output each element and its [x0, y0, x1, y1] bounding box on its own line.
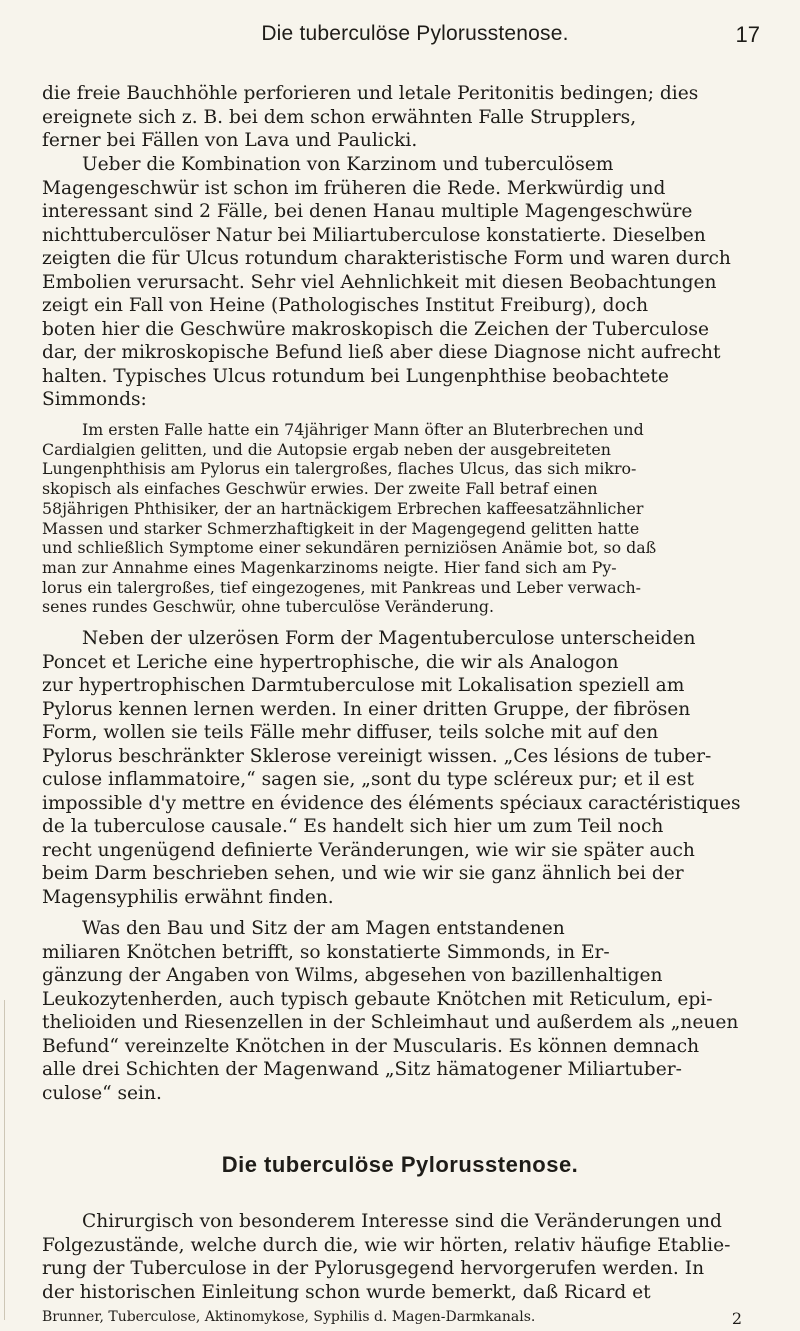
paragraph-hypertrophic	[42, 627, 758, 909]
text-line: Pylorus beschränkter Sklerose vereinigt wissen. „Ces lésions de tuber-	[42, 745, 712, 767]
text-line: thelioiden und Riesenzellen in der Schleimhaut und außerdem als „neuen	[42, 1012, 739, 1033]
text-line: beim Darm beschrieben sehen, und wie wir sie ganz ähnlich bei der	[42, 863, 684, 884]
text-line: rung der Tuberculose in der Pylorusgegend hervorgerufen werden. In	[42, 1258, 705, 1279]
text-line: Chirurgisch von besonderem Interesse sind die Veränderungen und	[82, 1211, 722, 1232]
text-line: man zur Annahme eines Magenkarzinoms neigte. Hier fand sich am Py-	[42, 557, 617, 577]
text-line: Folgezustände, welche durch die, wie wir hörten, relativ häufige Etablie-	[42, 1234, 731, 1256]
text-line: senes rundes Geschwür, ohne tuberculöse Veränderung.	[42, 597, 495, 617]
text-line: nichttuberculöser Natur bei Miliartuberculose konstatierte. Dieselben	[42, 224, 706, 246]
text-line: Im ersten Falle hatte ein 74jähriger Mann öfter an Bluterbrechen und	[82, 420, 644, 439]
text-line: Ueber die Kombination von Karzinom und tuberculösem	[82, 154, 614, 175]
text-line: Simmonds:	[42, 389, 147, 410]
text-line: ereignete sich z. B. bei dem schon erwähnten Falle Strupplers,	[42, 106, 637, 128]
text-line: Leukozytenherden, auch typisch gebaute Knötchen mit Reticulum, epi-	[42, 988, 713, 1010]
text-line: Befund“ vereinzelte Knötchen in der Muscularis. Es können demnach	[42, 1035, 700, 1057]
text-line: und schließlich Symptome einer sekundären perniziösen Anämie bot, so daß	[42, 538, 657, 558]
text-line: Massen und starker Schmerzhaftigkeit in der Magengegend gelitten hatte	[42, 518, 640, 538]
running-title: Die tuberculöse Pylorusstenose.	[261, 22, 569, 45]
text-line: ferner bei Fällen von Lava und Paulicki.	[42, 130, 418, 151]
text-line: Embolien verursacht. Sehr viel Aehnlichkeit mit diesen Beobachtungen	[42, 271, 717, 293]
footer-citation: Brunner, Tuberculose, Aktinomykose, Syphilis d. Magen-Darmkanals.	[42, 1309, 536, 1325]
text-line: Magengeschwür ist schon im früheren die Rede. Merkwürdig und	[42, 177, 666, 199]
text-line: Form, wollen sie teils Fälle mehr diffuser, teils solche mit auf den	[42, 722, 659, 743]
text-line: zeigten die für Ulcus rotundum charakteristische Form und waren durch	[42, 248, 731, 269]
text-line: dar, der mikroskopische Befund ließ aber diese Diagnose nicht aufrecht	[42, 342, 721, 363]
text-line: boten hier die Geschwüre makroskopisch die Zeichen der Tuberculose	[42, 318, 710, 340]
text-line: Cardialgien gelitten, und die Autopsie ergab neben der ausgebreiteten	[42, 439, 611, 459]
text-line: lorus ein talergroßes, tief eingezogenes, mit Pankreas und Leber verwach-	[42, 577, 641, 597]
text-line: miliaren Knötchen betrifft, so konstatierte Simmonds, in Er-	[42, 941, 610, 963]
text-line: Lungenphthisis am Pylorus ein talergroßes, flaches Ulcus, das sich mikro-	[42, 459, 637, 479]
text-line: Was den Bau und Sitz der am Magen entstandenen	[82, 918, 565, 939]
paragraph-carcinoma	[42, 153, 758, 412]
text-line: interessant sind 2 Fälle, bei denen Hanau multiple Magengeschwüre	[42, 201, 693, 222]
text-line: gänzung der Angaben von Wilms, abgesehen von bazillenhaltigen	[42, 965, 663, 986]
text-line: Neben der ulzerösen Form der Magentuberculose unterscheiden	[82, 628, 696, 649]
paragraph-surgical	[42, 1210, 758, 1304]
text-line: culose inflammatoire,“ sagen sie, „sont du type scléreux pur; et il est	[42, 769, 694, 790]
text-line: zeigt ein Fall von Heine (Pathologisches Institut Freiburg), doch	[42, 295, 649, 316]
binding-edge	[4, 1000, 5, 1320]
text-line: skopisch als einfaches Geschwür erwies. Der zweite Fall betraf einen	[42, 479, 598, 499]
text-line: culose“ sein.	[42, 1082, 162, 1104]
text-line: Magensyphilis erwähnt finden.	[42, 886, 334, 908]
text-line: der historischen Einleitung schon wurde bemerkt, daß Ricard et	[42, 1281, 651, 1303]
text-line: Pylorus kennen lernen werden. In einer dritten Gruppe, der fibrösen	[42, 698, 691, 720]
text-line: Poncet et Leriche eine hypertrophische, die wir als Analogon	[42, 651, 619, 673]
paragraph-miliary-nodules	[42, 917, 758, 1105]
text-line: recht ungenügend definierte Veränderungen, wie wir sie später auch	[42, 839, 695, 861]
text-line: de la tuberculose causale.“ Es handelt sich hier um zum Teil noch	[42, 816, 664, 837]
text-line: alle drei Schichten der Magenwand „Sitz hämatogener Miliartuber-	[42, 1059, 682, 1080]
small-print-cases	[42, 420, 758, 617]
page-number: 17	[735, 22, 760, 47]
sheet-signature: 2	[731, 1309, 742, 1328]
text-line: 58jährigen Phthisiker, der an hartnäckigem Erbrechen kaffeesatzähnlicher	[42, 498, 644, 518]
running-header	[70, 22, 760, 52]
intro-paragraph	[42, 82, 758, 153]
text-line: halten. Typisches Ulcus rotundum bei Lungenphthise beobachtete	[42, 365, 669, 387]
text-line: die freie Bauchhöhle perforieren und letale Peritonitis bedingen; dies	[42, 83, 699, 104]
section-heading: Die tuberculöse Pylorusstenose.	[221, 1152, 579, 1177]
text-line: impossible d'y mettre en évidence des éléments spéciaux caractéristiques	[42, 792, 741, 814]
text-line: zur hypertrophischen Darmtuberculose mit Lokalisation speziell am	[42, 675, 685, 696]
